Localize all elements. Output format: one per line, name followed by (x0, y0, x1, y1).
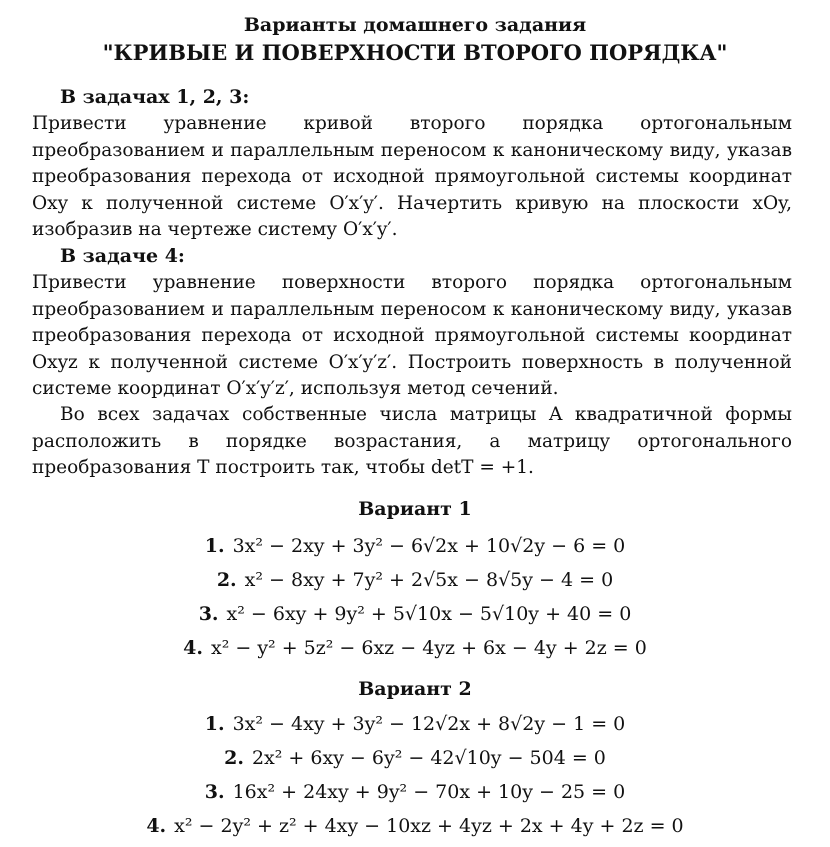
equation-number: 3. (204, 781, 225, 803)
equation-expression: x² − 2y² + z² + 4xy − 10xz + 4yz + 2x + 4y + 2z = 0 (174, 815, 684, 837)
equation-row (0, 812, 830, 840)
equation-row (0, 566, 830, 594)
equation-expression: 3x² − 4xy + 3y² − 12√2x + 8√2y − 1 = 0 (232, 713, 626, 735)
equation-expression: 3x² − 2xy + 3y² − 6√2x + 10√2y − 6 = 0 (232, 535, 626, 557)
equation-number: 1. (204, 535, 225, 557)
equation-expression: 2x² + 6xy − 6y² − 42√10y − 504 = 0 (251, 747, 606, 769)
equation-number: 4. (183, 637, 203, 659)
equation-row (0, 634, 830, 662)
equation-number: 4. (146, 815, 167, 837)
equation-number: 1. (204, 713, 225, 735)
note-text: Во всех задачах собственные числа матрицы A квадратичной формы расположить в порядке возрастания, а матрицу ортогонального преобразования T построить так, чтобы detT = +1. (32, 404, 792, 479)
section2-heading: В задаче 4: (60, 245, 185, 267)
section1-text: Привести уравнение кривой второго порядка ортогональным преобразованием и параллельным переносом к каноническому виду, указав преобразования перехода от исходной прямоугольной системы координат Oxy к полученной системе O′x′y′. Начертить кривую на плоскости xOy, изобразив на чертеже систему O′x′y′. (32, 113, 792, 241)
equation-row (0, 778, 830, 806)
equation-number: 2. (224, 747, 244, 769)
variant-2-title: Вариант 2 (358, 678, 472, 700)
equation-expression: x² − 8xy + 7y² + 2√5x − 8√5y − 4 = 0 (244, 569, 614, 591)
document-subtitle: "КРИВЫЕ И ПОВЕРХНОСТИ ВТОРОГО ПОРЯДКА" (102, 40, 728, 65)
document-title: Варианты домашнего задания (243, 14, 587, 36)
equation-row (0, 744, 830, 772)
equation-expression: x² − y² + 5z² − 6xz − 4yz + 6x − 4y + 2z = 0 (210, 637, 647, 659)
equation-row (0, 532, 830, 560)
section1-heading: В задачах 1, 2, 3: (60, 86, 250, 108)
section2-text: Привести уравнение поверхности второго порядка ортогональным преобразованием и параллельным переносом к каноническому виду, указав преобразования перехода от исходной прямоугольной системы координат Oxyz к полученной системе O′x′y′z′. Построить поверхность в полученной системе координат O′x′y′z′, используя метод сечений. (32, 272, 792, 400)
equation-row (0, 600, 830, 628)
equation-number: 2. (216, 569, 237, 591)
equation-expression: 16x² + 24xy + 9y² − 70x + 10y − 25 = 0 (232, 781, 626, 803)
equation-row (0, 710, 830, 738)
equation-number: 3. (198, 603, 219, 625)
variant-1-title: Вариант 1 (358, 498, 472, 520)
equation-expression: x² − 6xy + 9y² + 5√10x − 5√10y + 40 = 0 (226, 603, 632, 625)
